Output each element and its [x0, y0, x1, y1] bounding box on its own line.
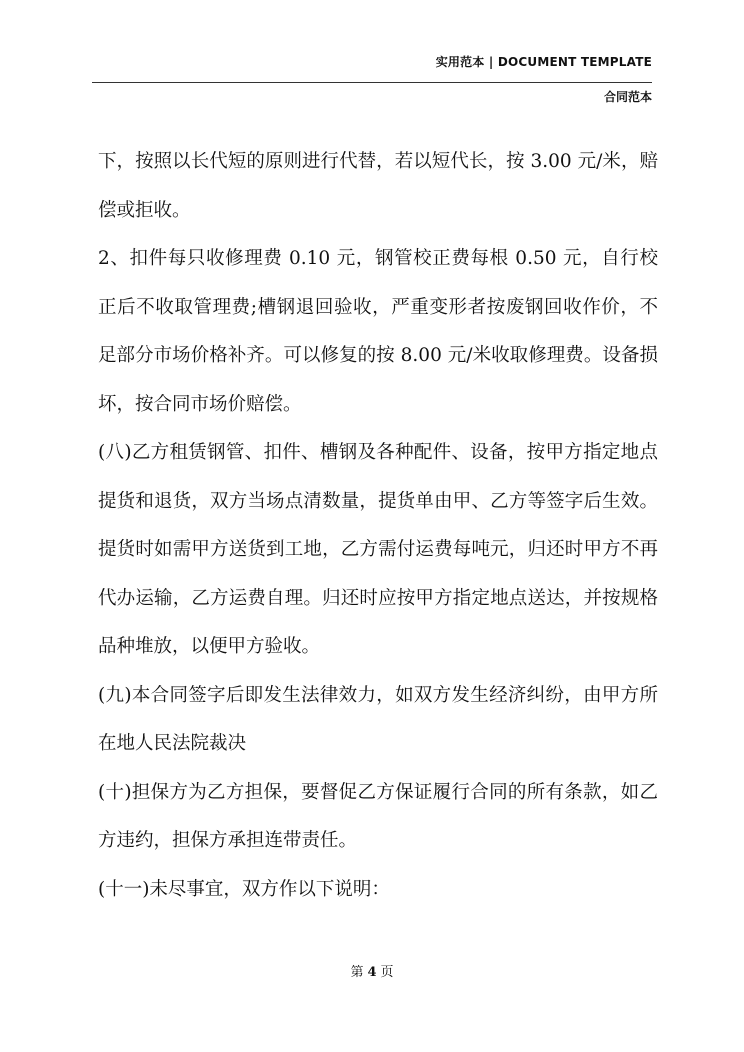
header-divider	[92, 82, 652, 83]
paragraph-clause-10: (十)担保方为乙方担保，要督促乙方保证履行合同的所有条款，如乙方违约，担保方承担连带责任。	[98, 781, 658, 851]
header-subtitle: 合同范本	[603, 90, 652, 104]
paragraph-continuation: 下，按照以长代短的原则进行代替，若以短代长，按 3.00 元/米，赔偿或拒收。	[98, 151, 658, 221]
footer-prefix: 第	[350, 965, 364, 980]
paragraph-item-2: 2、扣件每只收修理费 0.10 元，钢管校正费每根 0.50 元，自行校正后不收取管理费;槽钢退回验收，严重变形者按废钢回收作价，不足部分市场价格补齐。可以修复的按 8.00 元/米收取修理费。设备损坏，按合同市场价赔偿。	[98, 248, 658, 415]
document-body	[98, 138, 658, 914]
page-number: 4	[367, 965, 377, 980]
paragraph-clause-9: (九)本合同签字后即发生法律效力，如双方发生经济纠纷，由甲方所在地人民法院裁决	[98, 684, 658, 754]
header-title: 实用范本 | DOCUMENT TEMPLATE	[435, 55, 652, 69]
footer-suffix: 页	[380, 965, 394, 980]
page-footer	[0, 961, 744, 980]
paragraph-clause-11: (十一)未尽事宜，双方作以下说明：	[98, 878, 390, 900]
paragraph-clause-8: (八)乙方租赁钢管、扣件、槽钢及各种配件、设备，按甲方指定地点提货和退货，双方当场点清数量，提货单由甲、乙方等签字后生效。提货时如需甲方送货到工地，乙方需付运费每吨元，归还时甲方不再代办运输，乙方运费自理。归还时应按甲方指定地点送达，并按规格品种堆放，以便甲方验收。	[98, 442, 658, 657]
